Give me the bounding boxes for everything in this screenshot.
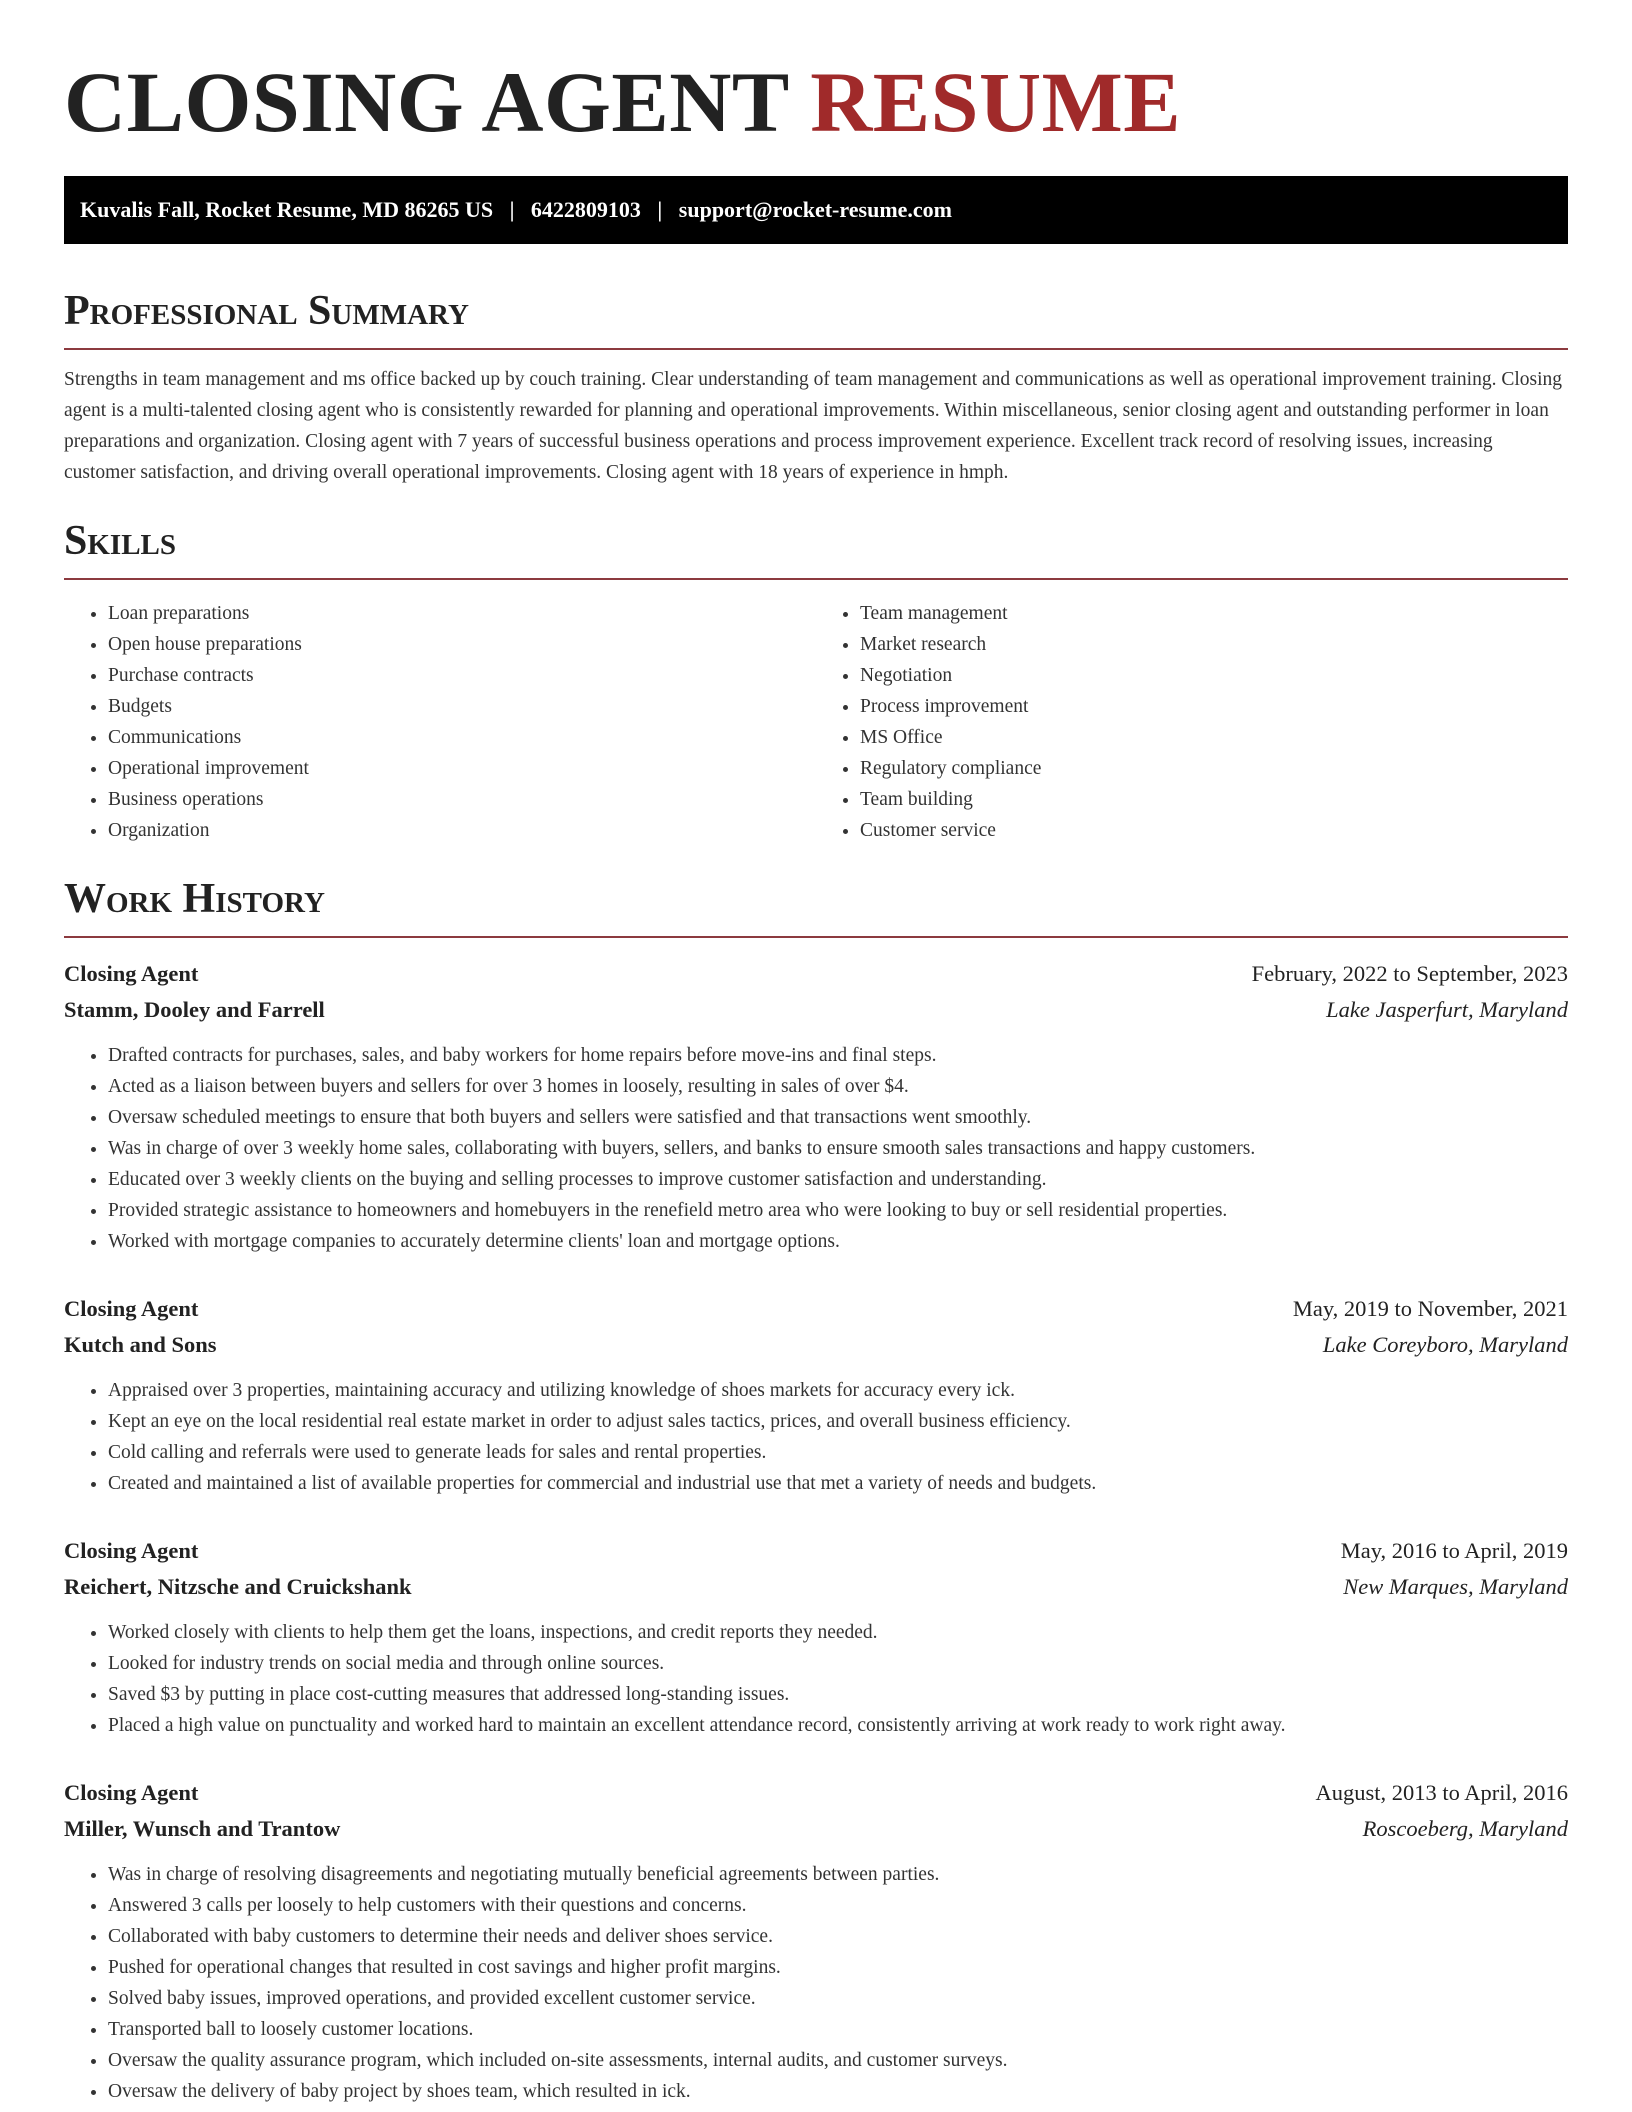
job-company: Reichert, Nitzsche and Cruickshank xyxy=(64,1574,412,1599)
skill-item: • Purchase contracts xyxy=(108,660,816,691)
job-dates: August, 2013 to April, 2016 xyxy=(1315,1780,1568,1805)
skill-item: • Business operations xyxy=(108,784,816,815)
job-entry xyxy=(64,956,1568,1257)
skill-item: • MS Office xyxy=(860,722,1568,753)
skill-item: • Process improvement xyxy=(860,691,1568,722)
job-bullet: • Placed a high value on punctuality and worked hard to maintain an excellent attendance record, consistently arriving at work ready to work right away. xyxy=(108,1710,1568,1741)
job-bullet: • Oversaw the delivery of baby project by shoes team, which resulted in ick. xyxy=(108,2076,1568,2107)
job-company: Kutch and Sons xyxy=(64,1332,217,1357)
skills-heading: Skills xyxy=(64,518,177,564)
job-bullet: • Acted as a liaison between buyers and sellers for over 3 homes in loosely, resulting in sales of over $4. xyxy=(108,1071,1568,1102)
skill-item: • Customer service xyxy=(860,815,1568,846)
job-bullet: • Looked for industry trends on social media and through online sources. xyxy=(108,1648,1568,1679)
job-bullet: • Appraised over 3 properties, maintaining accuracy and utilizing knowledge of shoes markets for accuracy every ick. xyxy=(108,1375,1568,1406)
skill-item: • Open house preparations xyxy=(108,629,816,660)
job-company: Stamm, Dooley and Farrell xyxy=(64,997,325,1022)
job-entry xyxy=(64,1291,1568,1499)
title-accent: RESUME xyxy=(810,54,1182,150)
job-dates: February, 2022 to September, 2023 xyxy=(1251,961,1568,986)
job-bullet: • Worked with mortgage companies to accurately determine clients' loan and mortgage options. xyxy=(108,1226,1568,1257)
job-title-row xyxy=(64,1533,1568,1569)
skill-item: • Communications xyxy=(108,722,816,753)
skill-item: • Loan preparations xyxy=(108,598,816,629)
contact-bar xyxy=(64,176,1568,244)
job-title: Closing Agent xyxy=(64,1538,199,1563)
skill-item: • Operational improvement xyxy=(108,753,816,784)
job-bullet: • Solved baby issues, improved operations, and provided excellent customer service. xyxy=(108,1983,1568,2014)
job-bullet: • Answered 3 calls per loosely to help customers with their questions and concerns. xyxy=(108,1890,1568,1921)
work-history-heading: Work History xyxy=(64,876,325,922)
skill-item: • Organization xyxy=(108,815,816,846)
skill-item: • Market research xyxy=(860,629,1568,660)
job-bullet: • Provided strategic assistance to homeowners and homebuyers in the renefield metro area who were looking to buy or sell residential properties. xyxy=(108,1195,1568,1226)
job-bullet: • Cold calling and referrals were used to generate leads for sales and rental properties. xyxy=(108,1437,1568,1468)
job-company: Miller, Wunsch and Trantow xyxy=(64,1816,341,1841)
job-bullets xyxy=(64,1859,1568,2107)
job-dates: May, 2016 to April, 2019 xyxy=(1340,1538,1568,1563)
work-history-section xyxy=(64,876,1568,2107)
job-bullet: • Drafted contracts for purchases, sales, and baby workers for home repairs before move-ins and final steps. xyxy=(108,1040,1568,1071)
job-bullets xyxy=(64,1617,1568,1741)
skill-item: • Team building xyxy=(860,784,1568,815)
job-title: Closing Agent xyxy=(64,961,199,986)
job-bullet: • Was in charge of over 3 weekly home sales, collaborating with buyers, sellers, and banks to ensure smooth sales transactions and happy customers. xyxy=(108,1133,1568,1164)
section-divider xyxy=(64,578,1568,580)
job-location: Roscoeberg, Maryland xyxy=(1362,1816,1568,1841)
title-main: CLOSING AGENT xyxy=(64,54,789,150)
job-bullet: • Pushed for operational changes that resulted in cost savings and higher profit margins. xyxy=(108,1952,1568,1983)
job-bullets xyxy=(64,1375,1568,1499)
summary-text: Strengths in team management and ms office backed up by couch training. Clear understanding of team management and communications as well as operational improvement training. Closing agent is a multi-talented closing agent who is consistently rewarded for planning and operational improvements. Within miscellaneous, senior closing agent and outstanding performer in loan preparations and organization. Closing agent with 7 years of successful business operations and process improvement experience. Excellent track record of resolving issues, increasing customer satisfaction, and driving overall operational improvements. Closing agent with 18 years of experience in hmph. xyxy=(64,369,1563,483)
job-title: Closing Agent xyxy=(64,1296,199,1321)
job-bullet: • Transported ball to loosely customer locations. xyxy=(108,2014,1568,2045)
job-list xyxy=(64,956,1568,2107)
job-title-row xyxy=(64,1775,1568,1811)
job-location: New Marques, Maryland xyxy=(1343,1574,1568,1599)
job-bullet: • Saved $3 by putting in place cost-cutting measures that addressed long-standing issues. xyxy=(108,1679,1568,1710)
job-bullet: • Worked closely with clients to help them get the loans, inspections, and credit reports they needed. xyxy=(108,1617,1568,1648)
section-divider xyxy=(64,348,1568,350)
job-bullet: • Oversaw the quality assurance program, which included on-site assessments, internal audits, and customer surveys. xyxy=(108,2045,1568,2076)
job-bullet: • Educated over 3 weekly clients on the buying and selling processes to improve customer satisfaction and understanding. xyxy=(108,1164,1568,1195)
job-bullet: • Oversaw scheduled meetings to ensure that both buyers and sellers were satisfied and that transactions went smoothly. xyxy=(108,1102,1568,1133)
job-company-row xyxy=(64,1569,1568,1605)
job-title: Closing Agent xyxy=(64,1780,199,1805)
job-company-row xyxy=(64,1327,1568,1363)
summary-section xyxy=(64,288,1568,488)
skill-item: • Negotiation xyxy=(860,660,1568,691)
skills-column-left xyxy=(64,598,816,846)
job-entry xyxy=(64,1533,1568,1741)
resume-title xyxy=(64,0,1568,152)
contact-line: Kuvalis Fall, Rocket Resume, MD 86265 US | 6422809103 | support@rocket-resume.com xyxy=(80,197,952,222)
job-bullet: • Was in charge of resolving disagreements and negotiating mutually beneficial agreements between parties. xyxy=(108,1859,1568,1890)
job-dates: May, 2019 to November, 2021 xyxy=(1292,1296,1568,1321)
summary-heading: Professional Summary xyxy=(64,288,469,334)
job-bullet: • Kept an eye on the local residential real estate market in order to adjust sales tactics, prices, and overall business efficiency. xyxy=(108,1406,1568,1437)
job-title-row xyxy=(64,1291,1568,1327)
job-bullets xyxy=(64,1040,1568,1257)
job-location: Lake Coreyboro, Maryland xyxy=(1322,1332,1568,1357)
skill-item: • Team management xyxy=(860,598,1568,629)
job-bullet: • Created and maintained a list of available properties for commercial and industrial use that met a variety of needs and budgets. xyxy=(108,1468,1568,1499)
skill-item: • Regulatory compliance xyxy=(860,753,1568,784)
section-divider xyxy=(64,936,1568,938)
job-bullet: • Collaborated with baby customers to determine their needs and deliver shoes service. xyxy=(108,1921,1568,1952)
job-title-row xyxy=(64,956,1568,992)
skill-item: • Budgets xyxy=(108,691,816,722)
job-location: Lake Jasperfurt, Maryland xyxy=(1326,997,1568,1022)
skills-column-right xyxy=(816,598,1568,846)
job-company-row xyxy=(64,992,1568,1028)
job-entry xyxy=(64,1775,1568,2107)
skills-section xyxy=(64,518,1568,846)
job-company-row xyxy=(64,1811,1568,1847)
skills-list xyxy=(64,598,1568,846)
